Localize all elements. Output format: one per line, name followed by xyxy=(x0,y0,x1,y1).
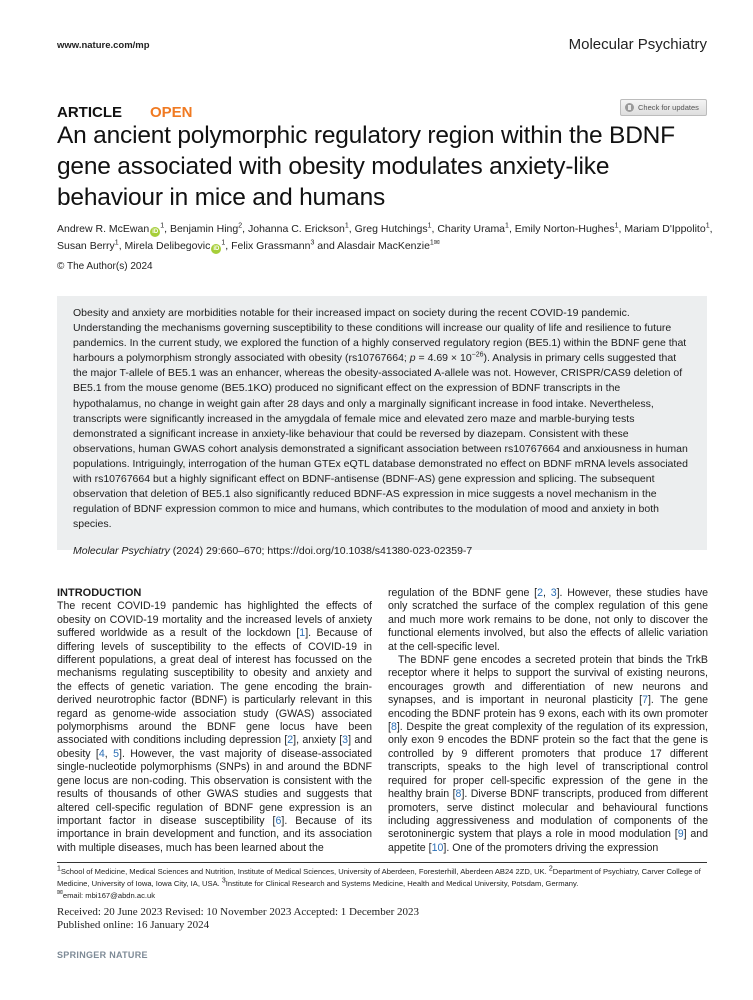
orcid-icon[interactable]: iD xyxy=(152,229,159,235)
publication-dates xyxy=(57,906,419,932)
abstract-text-part1: Obesity and anxiety are morbidities notable for their increased impact on society during the recent COVID-19 pandemic. Understanding the mechanisms governing susceptibility to these conditions will increase our quality of life and resilience to future pandemics. In the current study, we explored the function of a highly conserved regulatory region (BE5.1) within the BDNF gene that harbours a polymorphism strongly associated with obesity (rs10767664; xyxy=(73,307,687,365)
author-list: Andrew R. McEwan $iD^1$, Benjamin Hing$^2$, Johanna C. Erickson$^1$, Greg Hutchings$^1$, Charity Urama$^1$, Emily Norton-Hughes$^1$, Mariam D'Ippolito$^1$, Susan Berry$^1$, Mirela Delibegovic $iD^1$, Felix Grassmann$^3$ and Alasdair MacKenzie$^{1✉}$ xyxy=(57,222,713,252)
reference-link[interactable]: 3 xyxy=(550,587,557,599)
author-name[interactable]: Greg Hutchings xyxy=(354,223,428,235)
affiliation-marker: 1 xyxy=(114,239,119,247)
citation-journal: Molecular Psychiatry xyxy=(73,545,170,558)
section-heading-introduction: INTRODUCTION xyxy=(57,587,142,599)
author-name[interactable]: Emily Norton-Hughes xyxy=(514,223,615,235)
site-url-link[interactable]: www.nature.com/mp xyxy=(57,40,150,51)
orcid-icon[interactable]: iD xyxy=(213,246,220,252)
published-online-date: Published online: 16 January 2024 xyxy=(57,919,210,931)
article-type-label: ARTICLE xyxy=(57,104,122,121)
author-name[interactable]: Mariam D'Ippolito xyxy=(624,223,706,235)
p-value-exponent: −26 xyxy=(471,351,484,359)
body-column-left xyxy=(57,587,372,855)
affiliation-marker: 1✉ xyxy=(429,239,440,247)
paragraph: The BDNF gene encodes a secreted protein that binds the TrkB receptor where it helps to support the survival of existing neurons, encourages growth and differentiation of new neurons and synapses, and is important in neuronal plasticity [7]. The gene encoding the BDNF protein has 9 exons, each with its own promoter [8]. Despite the great complexity of the regulation of its expression, only exon 9 encodes the BDNF protein so the fact that the gene is controlled by 9 different promoters that produce 17 different transcripts, speaks to the high level of transcriptional control required for proper cell-specific expression of the gene in the healthy brain [8]. Diverse BDNF transcripts, produced from different promoters, serve distinct molecular and behavioural functions including aggressiveness and modulation of components of the serotoninergic system that plays a role in mood modulation [9] and appetite [10]. One of the promoters driving the expression xyxy=(388,654,709,854)
affiliation-marker: 1 xyxy=(614,222,619,230)
affiliation-marker: 1 xyxy=(344,222,349,230)
affiliation-marker: 1 xyxy=(705,222,710,230)
footnote-divider xyxy=(57,862,707,863)
reference-link[interactable]: 2 xyxy=(287,734,294,747)
affiliations xyxy=(57,866,712,902)
reference-link[interactable]: 3 xyxy=(342,734,349,747)
author-name[interactable]: Charity Urama xyxy=(437,223,506,235)
envelope-icon: ✉ xyxy=(57,889,63,897)
paragraph: regulation of the BDNF gene [2, 3]. However, these studies have only scratched the surface of the complex regulation of this gene and much more work remains to be done, not only to discover the functional elements involved, but also the effects of allelic variation at the cell-specific level. xyxy=(388,587,709,653)
abstract-text-part2: ). Analysis in primary cells suggested that the major T-allele of BE5.1 was an enhancer, whereas the obesity-associated A-allele was not. However, CRISPR/CAS9 deletion of BE5.1 from the mouse genome (BE5.1KO) produced no significant effect on the expression of BDNF transcripts in the hypothalamus, no change in weight gain after 28 days and only a marginally significant increase in food intake. Nevertheless, transcripts were significantly increased in the amygdala of female mice and elevated zero maze and marble-burying tests demonstrated a significant increase in anxiety-like behaviour that could be reversed by diazepam. Consistent with these observations, human GWAS cohort analysis demonstrated a significant association between rs10767664 and anxiousness in human populations. Intriguingly, interrogation of the human GTEx eQTL database demonstrated no effect on BDNF mRNA levels associated with rs10767664 but a highly significant effect on BDNF-antisense (BDNF-AS) gene expression and splicing. The subsequent observation that deletion of BE5.1 also significantly reduced BDNF-AS expression in mice suggests a novel mechanism in the regulation of BDNF expression common to mice and humans, which contributes to the modulation of mood and anxiety in both species. xyxy=(73,352,688,531)
affiliation-text: School of Medicine, Medical Sciences and Nutrition, Institute of Medical Sciences, University of Aberdeen, Foresterhill, Aberdeen AB24 2ZD, UK. xyxy=(60,867,549,876)
affiliation-marker: 2 xyxy=(548,865,553,873)
p-value: = 4.69 × 10 xyxy=(415,352,472,365)
reference-link[interactable]: 4 xyxy=(98,747,105,760)
affiliation-marker: 1 xyxy=(427,222,432,230)
article-title: An ancient polymorphic regulatory region within the BDNF gene associated with obesity modulates anxiety-like behaviour in mice and humans xyxy=(57,122,675,211)
p-value-label: p xyxy=(409,352,416,365)
reference-link[interactable]: 1 xyxy=(299,627,306,640)
reference-link[interactable]: 5 xyxy=(113,747,119,760)
reference-link[interactable]: 9 xyxy=(677,828,684,841)
open-access-label: OPEN xyxy=(150,104,193,121)
affiliation-marker: 3 xyxy=(221,877,226,885)
author-name[interactable]: Johanna C. Erickson xyxy=(248,223,345,235)
reference-link[interactable]: 7 xyxy=(642,694,648,707)
affiliation-text: Institute for Clinical Research and Systems Medicine, Health and Medical University, Potsdam, Germany. xyxy=(225,879,579,888)
check-for-updates-button[interactable] xyxy=(620,99,707,116)
reference-link[interactable]: 8 xyxy=(455,788,462,801)
abstract-box xyxy=(57,296,707,558)
author-name[interactable]: Andrew R. McEwan xyxy=(57,223,150,235)
affiliation-marker: 3 xyxy=(310,239,315,247)
email-link[interactable]: mbi167@abdn.ac.uk xyxy=(85,891,156,900)
reference-link[interactable]: 8 xyxy=(390,721,397,734)
reference-link[interactable]: 10 xyxy=(431,841,444,854)
bookmark-icon xyxy=(625,103,634,112)
reference-link[interactable]: 2 xyxy=(537,587,543,599)
affiliation-marker: 1 xyxy=(160,222,165,230)
check-for-updates-label: Check for updates xyxy=(638,103,699,112)
affiliation-marker: 1 xyxy=(505,222,509,230)
copyright-notice: © The Author(s) 2024 xyxy=(57,261,153,272)
body-column-right xyxy=(388,587,708,855)
author-name[interactable]: Mirela Delibegovic xyxy=(124,240,211,252)
affiliation-text: Department of Psychiatry, Carver College of Medicine, University of Iowa, Iowa City, IA, USA. xyxy=(57,867,701,888)
received-revised-accepted-dates: Received: 20 June 2023 Revised: 10 November 2023 Accepted: 1 December 2023 xyxy=(57,906,419,918)
author-name[interactable]: Alasdair MacKenzie xyxy=(337,240,430,252)
author-name[interactable]: Benjamin Hing xyxy=(169,223,239,235)
publisher-logo: SPRINGER NATURE xyxy=(57,950,148,960)
citation-doi-link[interactable]: (2024) 29:660–670; https://doi.org/10.1038/s41380-023-02359-7 xyxy=(169,545,473,558)
abstract-text xyxy=(73,306,691,532)
journal-name: Molecular Psychiatry xyxy=(568,36,707,53)
affiliation-marker: 1 xyxy=(221,239,226,247)
reference-link[interactable]: 6 xyxy=(275,814,282,827)
citation-line xyxy=(73,545,691,557)
email-label: email: xyxy=(62,891,86,900)
affiliation-marker: 2 xyxy=(238,222,243,230)
author-name[interactable]: Susan Berry xyxy=(57,240,115,252)
affiliation-marker: 1 xyxy=(57,865,61,873)
author-name[interactable]: Felix Grassmann xyxy=(231,240,311,252)
paragraph: The recent COVID-19 pandemic has highlighted the effects of obesity on COVID-19 mortality and the increased levels of anxiety suffered worldwide as a result of the lockdown [1]. Because of differing levels of susceptibility to the effects of COVID-19 in different populations, a great deal of interest has focussed on the mechanisms regulating susceptibility to obesity and anxiety and the effects of genetic variation. The gene encoding the brain-derived neurotrophic factor (BDNF) is particularly relevant in this regard as genome-wide association study (GWAS) associated polymorphisms around the BDNF gene locus have been associated with conditions including depression [2], anxiety [3] and obesity [4, 5]. However, the vast majority of disease-associated single-nucleotide polymorphisms (SNPs) in and around the BDNF gene locus are non-coding. This observation is consistent with the results of thousands of other GWAS studies and suggests that altered cell-specific regulation of BDNF gene expression is an important factor in disease susceptibility [6]. Because of its importance in brain development and function, and its association with multiple diseases, much has been learned about the xyxy=(57,600,372,854)
